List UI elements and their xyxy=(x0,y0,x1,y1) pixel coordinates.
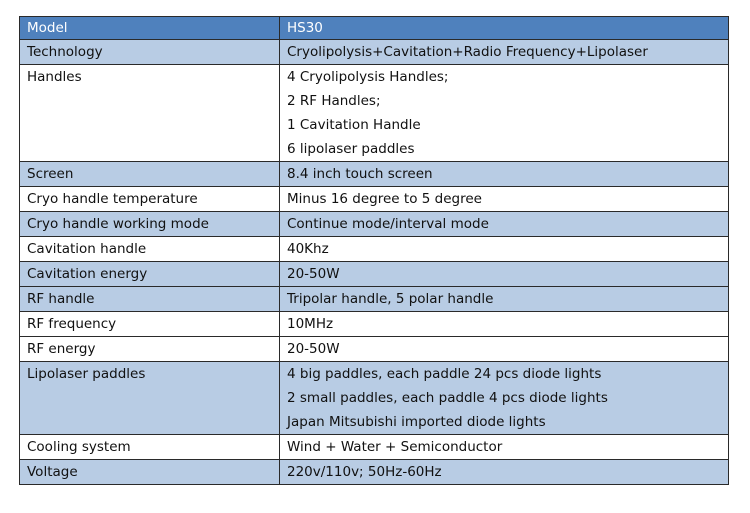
table-row xyxy=(20,65,729,162)
row-value-cell xyxy=(280,262,729,287)
table-row xyxy=(20,212,729,237)
table-row xyxy=(20,287,729,312)
value-line: 4 big paddles, each paddle 24 pcs diode lights xyxy=(287,366,602,382)
row-value-cell xyxy=(280,337,729,362)
row-label-cell: RF handle xyxy=(20,287,280,312)
value-line: 8.4 inch touch screen xyxy=(287,166,433,182)
value-line: Wind + Water + Semiconductor xyxy=(287,439,503,455)
row-value-cell xyxy=(280,212,729,237)
table-row xyxy=(20,40,729,65)
value-line: 2 small paddles, each paddle 4 pcs diode lights xyxy=(287,390,608,406)
row-label-cell: Handles xyxy=(20,65,280,162)
table-row xyxy=(20,162,729,187)
value-line: 6 lipolaser paddles xyxy=(287,141,415,157)
table-row xyxy=(20,435,729,460)
table-row xyxy=(20,312,729,337)
table-row xyxy=(20,460,729,485)
value-line: 220v/110v; 50Hz-60Hz xyxy=(287,464,442,480)
row-value-cell xyxy=(280,287,729,312)
value-line: Minus 16 degree to 5 degree xyxy=(287,191,482,207)
table-row xyxy=(20,187,729,212)
table-row xyxy=(20,337,729,362)
value-line: Tripolar handle, 5 polar handle xyxy=(287,291,494,307)
value-line: 1 Cavitation Handle xyxy=(287,117,421,133)
row-label-cell: Cooling system xyxy=(20,435,280,460)
value-line: 20-50W xyxy=(287,341,340,357)
value-line: Cryolipolysis+Cavitation+Radio Frequency+Lipolaser xyxy=(287,44,648,60)
row-label-cell: Cryo handle working mode xyxy=(20,212,280,237)
spec-table xyxy=(19,16,729,485)
value-line: 40Khz xyxy=(287,241,329,257)
row-label-cell: Cavitation handle xyxy=(20,237,280,262)
value-line: 2 RF Handles; xyxy=(287,93,381,109)
row-label-cell: Voltage xyxy=(20,460,280,485)
value-line: 20-50W xyxy=(287,266,340,282)
value-line: 10MHz xyxy=(287,316,334,332)
value-line: Japan Mitsubishi imported diode lights xyxy=(287,414,546,430)
table-header-row xyxy=(20,17,729,40)
row-value-cell xyxy=(280,187,729,212)
row-label-cell: Technology xyxy=(20,40,280,65)
table-row xyxy=(20,262,729,287)
value-line: 4 Cryolipolysis Handles; xyxy=(287,69,449,85)
row-value-cell xyxy=(280,435,729,460)
row-value-cell xyxy=(280,237,729,262)
row-value-cell xyxy=(280,362,729,435)
table-row xyxy=(20,237,729,262)
row-label-cell: RF frequency xyxy=(20,312,280,337)
row-value-cell xyxy=(280,40,729,65)
row-label-cell: RF energy xyxy=(20,337,280,362)
row-label-cell: Cavitation energy xyxy=(20,262,280,287)
row-label-cell: Lipolaser paddles xyxy=(20,362,280,435)
row-value-cell xyxy=(280,312,729,337)
row-value-cell xyxy=(280,162,729,187)
value-line: Continue mode/interval mode xyxy=(287,216,489,232)
row-label-cell: Screen xyxy=(20,162,280,187)
header-label-cell: Model xyxy=(20,17,280,40)
table-row xyxy=(20,362,729,435)
header-value-cell: HS30 xyxy=(280,17,729,40)
row-value-cell xyxy=(280,65,729,162)
row-value-cell xyxy=(280,460,729,485)
row-label-cell: Cryo handle temperature xyxy=(20,187,280,212)
